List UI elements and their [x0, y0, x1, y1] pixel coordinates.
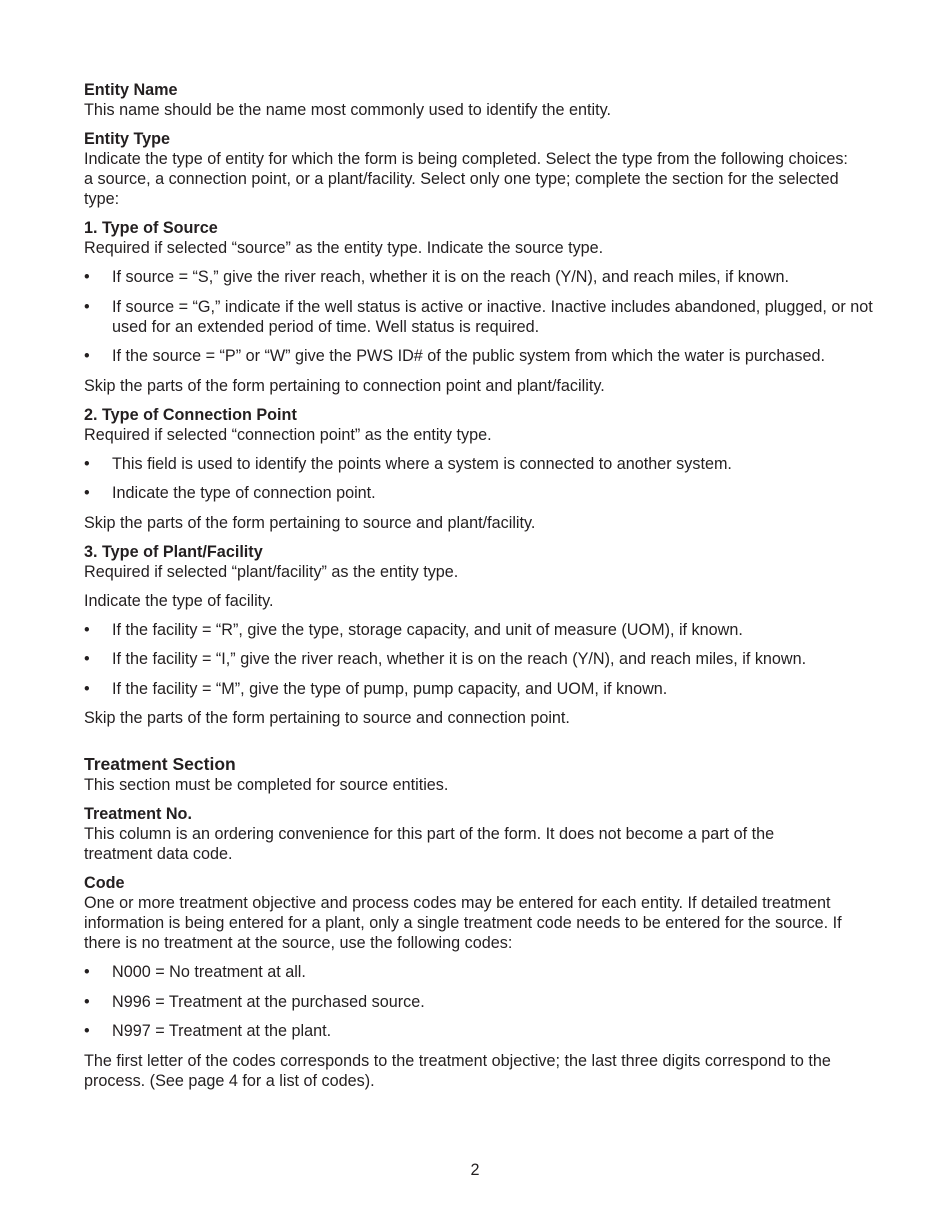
- treatment-section-heading: Treatment Section: [84, 754, 236, 774]
- list-item: • If source = “S,” give the river reach, whether it is on the reach (Y/N), and reach miles, if known.: [84, 268, 790, 286]
- list-item: • If the facility = “I,” give the river reach, whether it is on the reach (Y/N), and reach miles, if known.: [84, 650, 807, 668]
- list-item: • N996 = Treatment at the purchased source.: [84, 992, 425, 1011]
- list-item: • If source = “G,” indicate if the well status is active or inactive. Inactive includes abandoned, plugged, or not used for an extended period of time. Well status is required.: [84, 297, 873, 336]
- list-item: • N000 = No treatment at all.: [84, 963, 306, 981]
- bullet-glyph: •: [84, 650, 90, 668]
- list-item: • If the source = “P” or “W” give the PWS ID# of the public system from which the water is purchased.: [84, 347, 825, 365]
- document-body: [84, 80, 884, 1091]
- type-of-connection-skip: Skip the parts of the form pertaining to source and plant/facility.: [84, 513, 536, 532]
- bullet-glyph: •: [84, 484, 90, 502]
- list-item: • This field is used to identify the points where a system is connected to another system.: [84, 454, 732, 473]
- bullet-glyph: •: [84, 454, 90, 473]
- type-of-plant-skip: Skip the parts of the form pertaining to source and connection point.: [84, 709, 570, 727]
- type-of-source-block: [84, 218, 884, 396]
- type-of-source-text: Required if selected “source” as the entity type. Indicate the source type.: [84, 239, 604, 257]
- type-of-plant-bullets: [84, 620, 884, 699]
- code-text: One or more treatment objective and process codes may be entered for each entity. If detailed treatment information is being entered for a plant, only a single treatment code needs to be entered for the source. If there is no treatment at the source, use the following codes:: [84, 894, 842, 952]
- bullet-glyph: •: [84, 1022, 90, 1040]
- treatment-no-text: This column is an ordering convenience for this part of the form. It does not become a part of the treatment data code.: [84, 825, 775, 863]
- bullet-glyph: •: [84, 992, 90, 1011]
- type-of-connection-heading: 2. Type of Connection Point: [84, 405, 297, 424]
- entity-name-block: [84, 80, 884, 120]
- treatment-no-block: [84, 804, 884, 864]
- entity-type-heading: Entity Type: [84, 130, 171, 148]
- list-item: • N997 = Treatment at the plant.: [84, 1022, 332, 1040]
- type-of-plant-heading: 3. Type of Plant/Facility: [84, 542, 263, 561]
- bullet-glyph: •: [84, 679, 90, 698]
- type-of-source-bullets: [84, 267, 884, 366]
- entity-name-text: This name should be the name most commonly used to identify the entity.: [84, 101, 611, 119]
- bullet-glyph: •: [84, 620, 90, 639]
- type-of-plant-block: [84, 542, 884, 729]
- bullet-glyph: •: [84, 347, 90, 365]
- bullet-glyph: •: [84, 268, 90, 286]
- page-number: 2: [470, 1161, 480, 1179]
- type-of-plant-text: Required if selected “plant/facility” as the entity type.: [84, 562, 459, 581]
- type-of-source-heading: 1. Type of Source: [84, 219, 218, 237]
- treatment-section-text: This section must be completed for source entities.: [84, 776, 449, 794]
- code-block: [84, 873, 884, 1091]
- code-footer-text: The first letter of the codes corresponds to the treatment objective; the last three digits correspond to the process. (See page 4 for a list of codes).: [84, 1051, 831, 1090]
- bullet-glyph: •: [84, 297, 90, 316]
- bullet-glyph: •: [84, 963, 90, 981]
- type-of-plant-text2: Indicate the type of facility.: [84, 591, 274, 610]
- treatment-section-block: [84, 754, 884, 795]
- list-item: • If the facility = “R”, give the type, storage capacity, and unit of measure (UOM), if known.: [84, 620, 743, 639]
- list-item: • If the facility = “M”, give the type of pump, pump capacity, and UOM, if known.: [84, 679, 668, 698]
- entity-name-heading: Entity Name: [84, 81, 178, 99]
- entity-type-block: [84, 129, 884, 209]
- type-of-connection-bullets: [84, 454, 884, 504]
- list-item: • Indicate the type of connection point.: [84, 484, 376, 502]
- code-heading: Code: [84, 874, 125, 892]
- treatment-no-heading: Treatment No.: [84, 805, 192, 823]
- type-of-connection-text: Required if selected “connection point” as the entity type.: [84, 425, 492, 444]
- code-bullets: [84, 962, 884, 1041]
- entity-type-text: Indicate the type of entity for which the form is being completed. Select the type from the following choices: a source, a connection point, or a plant/facility. Select only one type; complete the section for the selected type:: [84, 150, 848, 208]
- type-of-source-skip: Skip the parts of the form pertaining to connection point and plant/facility.: [84, 376, 605, 395]
- type-of-connection-block: [84, 405, 884, 533]
